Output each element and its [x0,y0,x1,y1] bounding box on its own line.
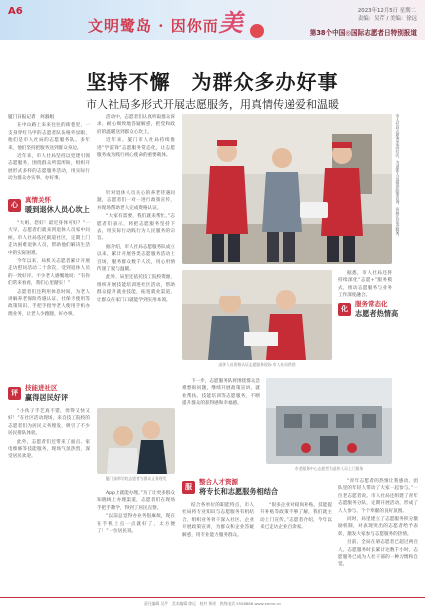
section-heading-skills [8,384,90,402]
paragraph: 此外，志愿者们还带来了面点、家电维修等技能服务，现场气氛热烈，深受居民欢迎。 [8,439,90,460]
section-title: 志愿者热情高 [355,309,399,318]
paragraph: 近年来，厦门市人社局持续推进“学雷锋”志愿服务常态化，让志愿服务成为践行初心使命的重要载体。 [97,138,175,159]
paragraph: “青年志愿者的热情让我感动，团队里的年轻人带动了大家一起参与。”一位老志愿者说。市人社局还组建了青年志愿服务分队，定期开展活动，形成了人人参与、个个奉献的良好氛围。 [338,479,418,514]
page-footer: 责任编辑 吴芹 美术编辑 徐远 校对 黄瑶 热线电话 5558888 www.xmnn.cn [144,601,281,606]
column-3-bottom [182,502,332,594]
paragraph: 近年来，市人社局坚持以党建引领志愿服务，围绕群众所需所盼，组织开展形式多样的志愿服务活动，用实际行动为群众办实事、办好事。 [8,154,90,182]
section-kicker: 真情关怀 [25,196,51,204]
column-1-middle [8,220,90,378]
paragraph: 据悉，市人社局还将持续深化“志愿+”服务模式，推动志愿服务与业务工作深度融合。 [338,271,392,299]
section-title: 暖到退休人员心坎上 [25,205,90,214]
paragraph: 同时，局里建立了志愿服务积分激励机制，对表现突出的志愿者给予表彰，激发大家参与志愿服务的热情。 [338,517,418,537]
photo-caption-3: 市老服务中心志愿者为退休人员上门服务 [294,466,364,471]
volunteer-logo-icon [250,24,264,38]
article-subheadline: 市人社局多形式开展志愿服务，用真情传递爱和温暖 [86,98,339,111]
column-2-top [97,114,175,184]
photo-vertical-caption: 市人社局志愿者走进社区，为退休人员提供政策咨询、资格认证等服务。 [396,114,401,239]
column-3-top [338,270,392,370]
section-heading-care [8,196,90,214]
special-report-label: 第38个中国◎国际志愿者日特别报道 [309,29,417,37]
column-3-middle [182,378,260,474]
issue-date-text: 2023年12月5日 星期二 [357,8,416,14]
section-heading-regular [338,300,420,318]
section-brand-title [88,3,244,38]
paragraph: “大姐，您好！最近身体可好？”一大早，志愿者们就来到退休人员家中问候。市人社局依托街道社区，定期上门走访困难退休人员，帮助他们解决生活中的实际困难。 [8,221,90,256]
column-4 [338,478,418,594]
service-section-icon: 服 [182,481,195,494]
comment-section-icon: 评 [8,387,21,400]
paragraph: 据介绍，市人社局志愿服务队成立以来，累计开展各类志愿服务活动上百场，服务群众数千人次，用心用情传递了爱与温暖。 [97,244,175,273]
photo-caption-1: 退休人员资格认证志愿服务现场 市人社局供图 [218,362,296,367]
brand-part-b: 因你而 [170,17,219,35]
paragraph: “大家有需要，我们就来帮忙。”志愿者们表示，将把志愿服务坚持下去，用实际行动践行为人民服务的宗旨。 [97,214,175,242]
paragraph: 在中山路上来来往往的街巷里，一支身穿红马甲的志愿者队伍格外显眼，他们是市人社局的志愿服务队。多年来，他们坚持把服务送到群众身边。 [8,123,90,151]
paragraph: 针对退休人员关心的养老待遇问题，志愿者们一对一进行政策宣传，并现场帮助老人完成资格认证。 [97,191,175,211]
paragraph: “以前总觉得办业务很麻烦，现在在手机上点一点就好了，太方便了！”一位居民说。 [97,514,175,535]
paragraph: 结合各单位的职能特点，市人社局将专业知识与志愿服务有机结合，组织业务骨干深入社区、企业开展政策宣讲，为群众和企业答疑解惑，用专业能力服务群众。 [182,503,254,538]
issue-date [358,6,417,22]
normalize-section-icon: 化 [338,303,351,316]
section-title: 将专长和志愿服务相结合 [199,487,279,496]
column-1-top [8,114,90,192]
brand-dot-icon: · [158,17,165,35]
paragraph: 活动中，志愿者们认真听取群众诉求，耐心细致地答疑解惑，把党和政府的温暖送到群众心坎上。 [97,115,175,135]
section-title: 赢得居民好评 [25,393,69,402]
brand-part-a: 文明鹭岛 [88,17,153,35]
brand-part-c: 美 [218,8,244,37]
paragraph: 下一步，志愿服务队将围绕群众急难愁盼问题，继续开展政策宣讲、就业帮扶、技能培训等志愿服务，不断提升群众的获得感和幸福感。 [182,379,260,407]
byline: 厦门日报记者 何淑娟 [8,115,54,120]
paragraph: “很多企业对稳岗补贴、技能提升补贴等政策不够了解，我们就主动上门宣传。”志愿者介绍，今年以来已走访企业百余家。 [260,503,332,531]
photo-haircut-service [97,408,175,474]
paragraph: 志愿者们还利用休息时间，为老人讲解养老保险待遇认证、社保卡使用等政策知识，手把手指导老人使用手机办理业务，让老人少跑腿、好办事。 [8,289,90,317]
section-kicker: 服务常态化 [355,300,388,308]
editor-credit: 责编：吴芹 / 美编：徐远 [357,16,417,22]
section-kicker: 技能进社区 [25,384,58,392]
paragraph: 今年以来，局机关志愿者累计开展走访慰问活动二十余次，受到退休人员的一致好评。不少老人感慨地说：“有你们常来看看，我们心里踏实！” [8,259,90,287]
photo-elderly-consultation [182,270,332,360]
paragraph: 此外，局里还依托技工院校资源，组织开展技能培训进社区活动，帮助群众提升就业技能，拓宽就业渠道，让群众在家门口就能学到实用本领。 [97,275,175,303]
paragraph: “小伙子手艺真不错，剪得又快又好！”在社区活动现场，来自技工院校的志愿者们为居民义务理发，吸引了不少居民排队体验。 [8,409,90,437]
heart-section-icon: 心 [8,199,21,212]
column-2-middle [97,190,175,400]
section-kicker: 整合人才资源 [199,478,238,486]
column-1-bottom [8,408,90,594]
column-2-bottom [97,490,175,594]
photo-caption-2: 厦门技师学院志愿者为群众义务理发 [105,476,167,481]
footer-divider [0,597,425,598]
section-heading-talent [182,478,332,496]
photo-service-center [266,378,392,464]
paragraph: App上就能办理。”为了让更多群众知晓线上办理渠道，志愿者们在现场手把手教学，得到了居民点赞。 [97,491,175,511]
article-headline: 坚持不懈 为群众多办好事 [86,70,339,94]
page-number: A6 [8,6,23,17]
paragraph: 目前，全局在册志愿者已超过两百人，志愿服务时长累计达数千小时，志愿服务已成为人社干部的一种习惯和自觉。 [338,540,418,568]
photo-volunteers-vests [182,114,392,264]
